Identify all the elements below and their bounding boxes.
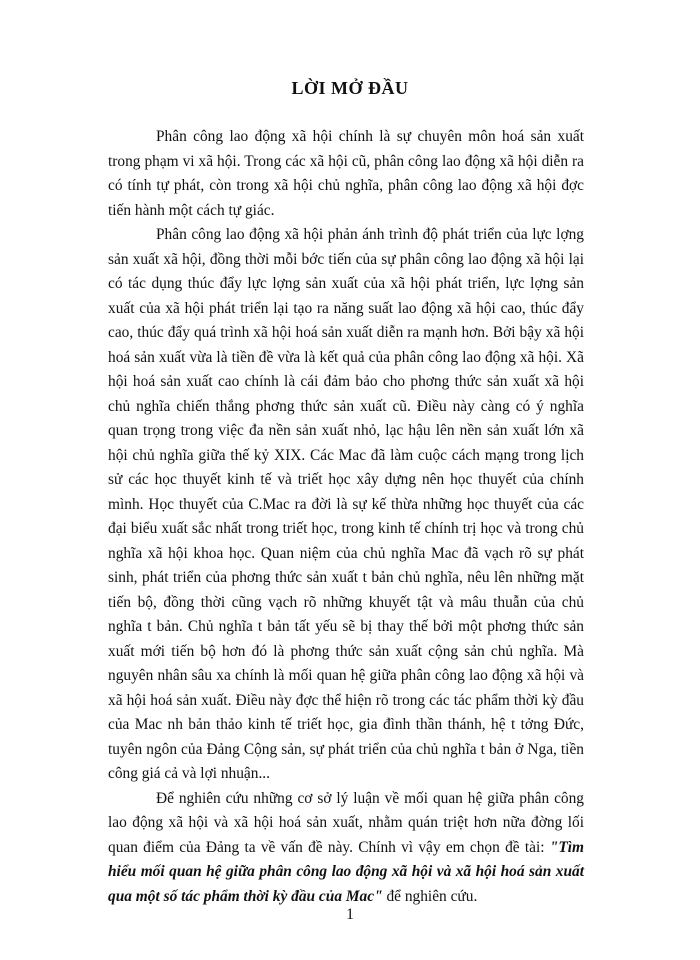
paragraph-3-text: Để nghiên cứu những cơ sở lý luận về mối quan hệ giữa phân công lao động xã hội và xã hội hoá sản xuất, nhằm quán triệt hơn nữa đờng lối quan điểm của Đảng ta về vấn đề này. Chính vì vậy em chọn đề tài: [108,789,584,856]
paragraph-3 [108,787,584,910]
document-body [108,125,584,909]
page-number: 1 [346,906,354,923]
paragraph-3-closing: để nghiên cứu. [382,887,478,905]
research-topic: "Tìm hiểu mối quan hệ giữa phân công lao động xã hội và xã hội hoá sản xuất qua một số tác phẩm thời kỳ đầu của Mac" [108,838,584,905]
page-title: LỜI MỞ ĐẦU [291,78,409,98]
paragraph-1: Phân công lao động xã hội chính là sự chuyên môn hoá sản xuất trong phạm vi xã hội. Trong các xã hội cũ, phân công lao động xã hội diễn ra có tính tự phát, còn trong xã hội chủ nghĩa, phân công lao động xã hội đợc tiến hành một cách tự giác. [108,128,584,219]
paragraph-2: Phân công lao động xã hội phản ánh trình độ phát triển của lực lợng sản xuất xã hội, đồng thời mỗi bớc tiến của sự phân công lao động xã hội lại có tác dụng thúc đẩy lực lợng sản xuất của xã hội phát triển, lực lợng sản xuất của xã hội phát triển lại tạo ra năng suất lao động xã hội cao, thúc đẩy cao, thúc đẩy quá trình xã hội hoá sản xuất diễn ra mạnh hơn. Bởi bậy xã hội hoá sản xuất vừa là tiền đề vừa là kết quả của phân công lao động xã hội. Xã hội hoá sản xuất cao chính là cái đảm bảo cho phơng thức sản xuất xã hội chủ nghĩa chiến thắng phơng thức sản xuất cũ. Điều này càng có ý nghĩa quan trọng trong việc đa nền sản xuất nhỏ, lạc hậu lên nền sản xuất lớn xã hội chủ nghĩa giữa thế kỷ XIX. Các Mac đã làm cuộc cách mạng trong lịch sử các học thuyết kinh tế và triết học xây dựng nên học thuyết của chính mình. Học thuyết của C.Mac ra đời là sự kế thừa những học thuyết của các đại biểu xuất sắc nhất trong triết học, trong kinh tế chính trị học và trong chủ nghĩa xã hội khoa học. Quan niệm của chủ nghĩa Mac đã vạch rõ sự phát sinh, phát triển của phơng thức sản xuất t bản chủ nghĩa, nêu lên những mặt tiến bộ, đồng thời cũng vạch rõ những khuyết tật và mâu thuẫn của chủ nghĩa t bản. Chủ nghĩa t bản tất yếu sẽ bị thay thế bởi một phơng thức sản xuất mới tiến bộ hơn đó là phơng thức sản xuất cộng sản chủ nghĩa. Mà nguyên nhân sâu xa chính là mối quan hệ giữa phân công lao động xã hội và xã hội hoá sản xuất. Điều này đợc thể hiện rõ trong các tác phẩm thời kỳ đầu của Mac nh bản thảo kinh tế triết học, gia đình thần thánh, hệ t tởng Đức, tuyên ngôn của Đảng Cộng sản, sự phát triển của chủ nghĩa t bản ở Nga, tiền công giá cả và lợi nhuận... [108,226,584,782]
